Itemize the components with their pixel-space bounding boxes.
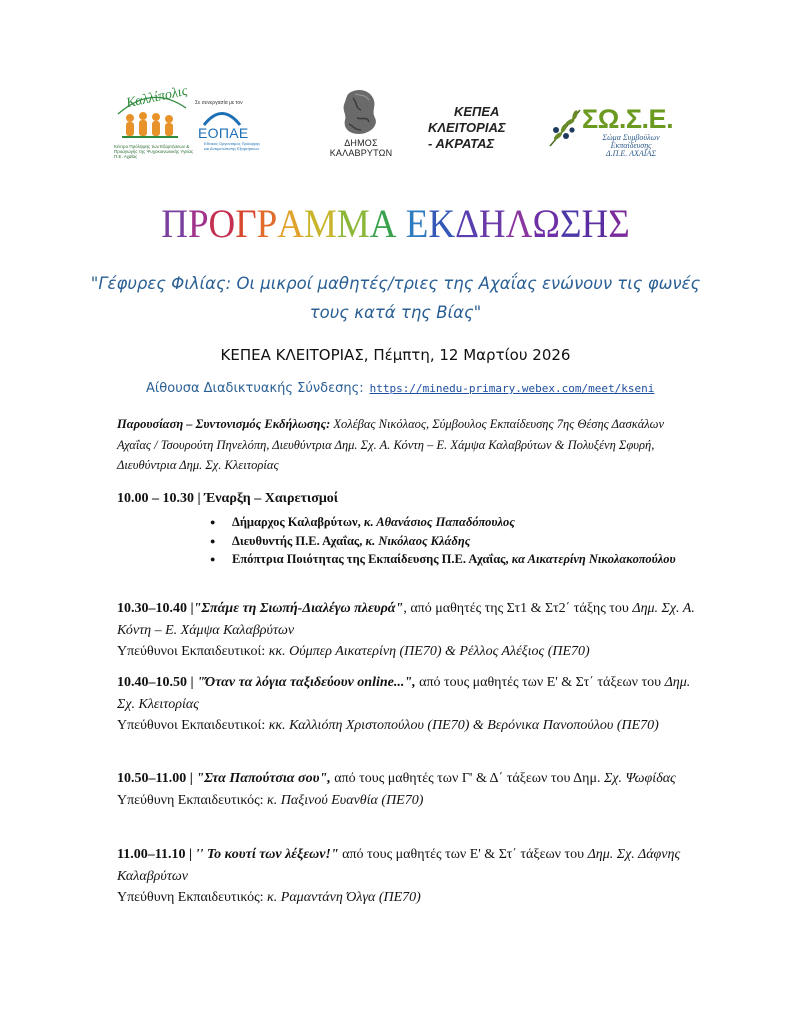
program-by: από τους μαθητές των Γ' & Δ΄ τάξεων του Δημ. xyxy=(330,771,604,786)
greeting-role: Διευθυντής Π.Ε. Αχαΐας, xyxy=(232,533,366,548)
program-title-letter: Γ xyxy=(235,202,257,247)
presentation-text: Χολέβας Νικόλαος, Σύμβουλος Εκπαίδευσης 7ης Θέσης Δασκάλων Αχαΐας / Τσουρούτη Πηνελόπη, Διευθύντρια Δημ. Σχ. Α. Κόντη – Ε. Χάμψα Καλαβρύτων & Πολυξένη Σφυρή, Διευθύντρια Δημ. Σχ. Κλειτορίας xyxy=(117,417,665,472)
program-item xyxy=(117,598,697,663)
greeting-name: κ. Νικόλαος Κλάδης xyxy=(365,533,471,548)
program-school: Δημ. Σχ. Α. Κόντη – Ε. Χάμψα Καλαβρύτων xyxy=(117,601,695,638)
presentation-coordination xyxy=(117,414,677,476)
program-title-letter: Α xyxy=(277,202,304,247)
program-by: από τους μαθητές των Ε' & Στ΄ τάξεων του xyxy=(338,847,588,862)
greeting-role: Επόπτρια Ποιότητας της Εκπαίδευσης Π.Ε. Αχαΐας, xyxy=(232,552,512,566)
kepea-line-2: ΚΛΕΙΤΟΡΙΑΣ xyxy=(428,120,506,135)
kallipolis-tagline: Κέντρο Πρόληψης των Εξαρτήσεων & Προαγωγής της Ψυχοκοινωνικής Υγείας Π.Ε. Αχαΐας xyxy=(114,144,194,159)
program-title-letter: Σ xyxy=(559,202,582,247)
program-title: "Όταν τα λόγια ταξιδεύουν online...", xyxy=(197,675,416,690)
program-title-letter: Λ xyxy=(505,202,533,247)
program-time: 11.00–11.10 xyxy=(117,847,186,862)
program-teachers-label: Υπεύθυνη Εκπαιδευτικός: xyxy=(117,890,268,905)
program-title xyxy=(0,203,791,246)
event-subtitle: "Γέφυρες Φιλίας: Οι μικροί μαθητές/τριες της Αχαΐας ενώνουν τις φωνές τους κατά της Βίας" xyxy=(90,274,701,322)
program-title-letter: Ρ xyxy=(256,202,278,247)
program-separator: | xyxy=(187,601,194,616)
program-title: "Στα Παπούτσια σου", xyxy=(196,771,331,786)
program-item xyxy=(117,768,697,811)
dimos-kalavryton-logo xyxy=(318,88,404,160)
program-school: Δημ. Σχ. Κλειτορίας xyxy=(117,675,691,712)
sose-subtitle-line-1: Σώμα Συμβούλων Εκπαίδευσης xyxy=(602,133,660,150)
program-item xyxy=(117,844,697,909)
kallipolis-name: Καλλίπολις xyxy=(125,83,189,112)
event-venue-date: ΚΕΠΕΑ ΚΛΕΙΤΟΡΙΑΣ, Πέμπτη, 12 Μαρτίου 2026 xyxy=(220,346,571,364)
program-title-letter: Ρ xyxy=(187,202,209,247)
program-title-letter xyxy=(397,201,406,247)
epae-arc-icon xyxy=(202,108,242,126)
program-teachers: κκ. Καλλιόπη Χριστοπούλου (ΠΕ70) & Βερόνικα Πανοπούλου (ΠΕ70) xyxy=(268,718,659,733)
sose-subtitle-line-2: Δ.Π.Ε. ΑΧΑΪΑΣ xyxy=(605,149,657,158)
olive-branch-icon xyxy=(546,106,586,150)
greeting-name: κα Αικατερίνη Νικολακοπούλου xyxy=(511,552,676,566)
program-title: "Σπάμε τη Σιωπή-Διαλέγω πλευρά" xyxy=(193,601,404,616)
epae-tagline: Εθνικός Οργανισμός Πρόληψης και Αντιμετώπισης Εξαρτήσεων xyxy=(204,141,261,151)
greeting-name: κ. Αθανάσιος Παπαδόπουλος xyxy=(363,515,515,529)
program-separator: | xyxy=(185,847,196,862)
sose-subtitle xyxy=(586,134,676,158)
program-time: 10.40–10.50 xyxy=(117,675,187,690)
kallipolis-logo xyxy=(112,83,272,159)
program-title-letter: Δ xyxy=(455,202,479,247)
epae-name: ΕΟΠΑΕ xyxy=(198,125,249,141)
program-title-letter: Μ xyxy=(303,202,337,247)
sose-name: ΣΩ.Σ.Ε. xyxy=(582,104,674,134)
program-title-letter: Ω xyxy=(532,202,560,247)
program-time: 10.50–11.00 xyxy=(117,771,187,786)
program-teachers-label: Υπεύθυνη Εκπαιδευτικός: xyxy=(117,792,268,808)
greeting-item xyxy=(210,513,680,532)
program-title-letter: Η xyxy=(581,202,609,247)
greeting-item xyxy=(210,532,680,551)
opening-time: 10.00 – 10.30 xyxy=(117,491,194,506)
online-room-label: Αίθουσα Διαδικτυακής Σύνδεσης: xyxy=(146,381,364,396)
dimos-name: ΔΗΜΟΣ ΚΑΛΑΒΡΥΤΩΝ xyxy=(329,138,393,158)
sose-logo xyxy=(546,104,676,158)
program-title-letter: Σ xyxy=(608,202,630,247)
presentation-label: Παρουσίαση – Συντονισμός Εκδήλωσης: xyxy=(117,417,331,431)
program-by: , από μαθητές της Στ1 & Στ2΄ τάξης του xyxy=(403,601,633,616)
program-teachers-label: Υπεύθυνοι Εκπαιδευτικοί: xyxy=(117,718,269,733)
greeting-item xyxy=(210,550,680,569)
program-by: από τους μαθητές των Ε' & Στ΄ τάξεων του xyxy=(415,675,665,690)
program-time: 10.30–10.40 xyxy=(117,601,187,616)
opening-section xyxy=(117,488,697,510)
program-teachers: κ. Ραμαντάνη Όλγα (ΠΕ70) xyxy=(267,890,421,905)
program-title-letter: Α xyxy=(369,202,397,247)
program-separator: | xyxy=(186,771,197,786)
program-title: '' Το κουτί των λέξεων!" xyxy=(195,847,339,862)
program-teachers-label: Υπεύθυνοι Εκπαιδευτικοί: xyxy=(117,644,269,659)
program-school: Δημ. Σχ. Δάφνης Καλαβρύτων xyxy=(117,847,681,884)
program-title-letter: Κ xyxy=(428,202,456,247)
program-title-letter: Μ xyxy=(336,202,370,247)
program-teachers: κ. Παξινού Ευανθία (ΠΕ70) xyxy=(267,792,424,808)
program-item xyxy=(117,672,697,737)
program-school: Σχ. Ψωφίδας xyxy=(603,771,676,786)
kepea-line-1: ΚΕΠΕΑ xyxy=(454,104,500,119)
opening-title: | Έναρξη – Χαιρετισμοί xyxy=(194,491,339,506)
program-title-letter: Π xyxy=(161,202,188,247)
program-title-letter: Ο xyxy=(208,202,236,247)
kepea-line-3: - ΑΚΡΑΤΑΣ xyxy=(428,136,495,151)
greeting-role: Δήμαρχος Καλαβρύτων, xyxy=(232,515,364,529)
program-title-letter: Ε xyxy=(405,202,429,247)
dimos-statue-icon xyxy=(331,88,391,138)
program-title-letter: Η xyxy=(478,202,506,247)
program-separator: | xyxy=(187,675,198,690)
program-teachers: κκ. Ούμπερ Αικατερίνη (ΠΕ70) & Ρέλλος Αλέξιος (ΠΕ70) xyxy=(268,644,590,659)
kepea-logo xyxy=(428,104,528,152)
webex-link[interactable]: https://minedu-primary.webex.com/meet/kseni xyxy=(369,382,655,395)
greetings-list xyxy=(210,513,680,569)
online-room xyxy=(146,381,654,396)
epae-caption: Σε συνεργασία με τον xyxy=(195,100,243,106)
